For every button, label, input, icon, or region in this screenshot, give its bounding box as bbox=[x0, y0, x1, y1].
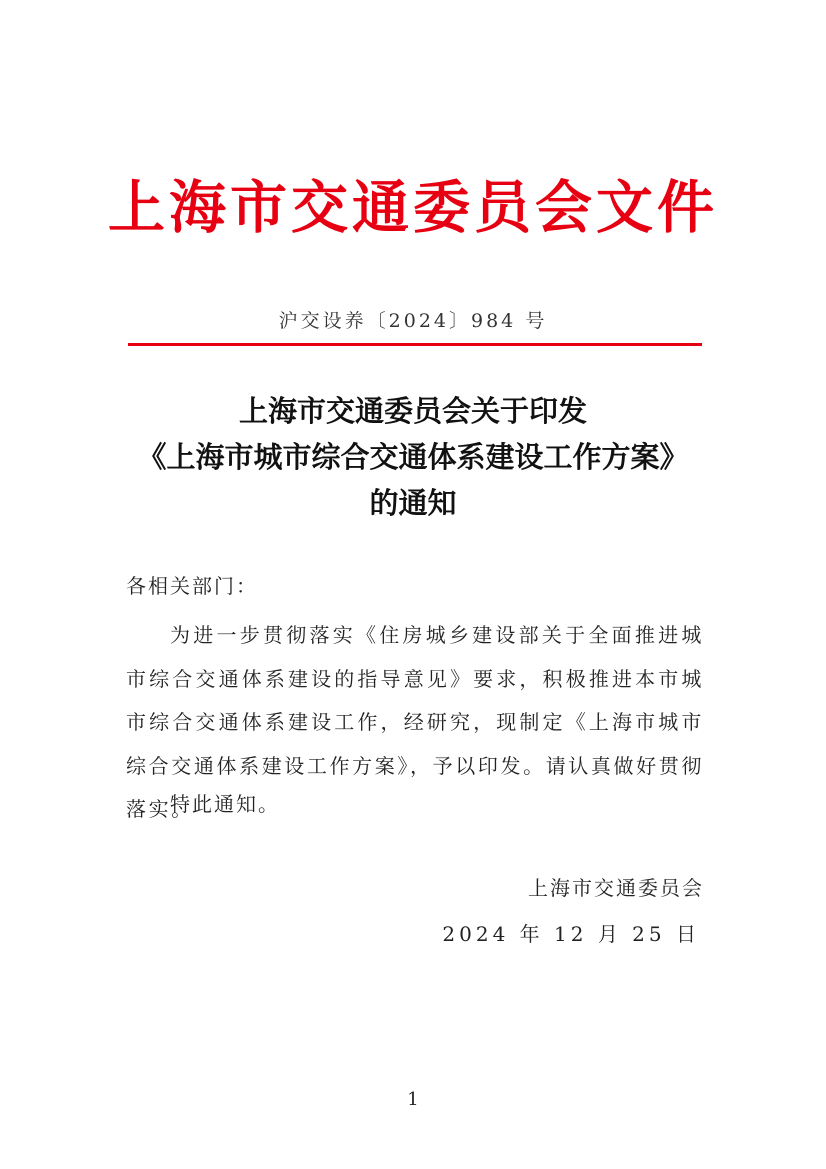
notice-title-line-1: 上海市交通委员会关于印发 bbox=[238, 394, 587, 428]
issuer-signature: 上海市交通委员会 bbox=[528, 876, 704, 900]
page-number: 1 bbox=[407, 1089, 419, 1110]
masthead-title: 上海市交通委员会文件 bbox=[108, 174, 718, 241]
document-number: 沪交设养〔2024〕984 号 bbox=[278, 310, 548, 332]
closing-line: 特此通知。 bbox=[170, 792, 280, 816]
red-divider-line bbox=[128, 343, 702, 346]
notice-title-line-3: 的通知 bbox=[369, 486, 457, 520]
issue-date: 2024 年 12 月 25 日 bbox=[442, 922, 700, 946]
notice-title bbox=[60, 388, 766, 526]
body-paragraph: 为进一步贯彻落实《住房城乡建设部关于全面推进城市综合交通体系建设的指导意见》要求，积极推进本市城市综合交通体系建设工作，经研究，现制定《上海市城市综合交通体系建设工作方案》，予以印发。请认真做好贯彻落实。 bbox=[126, 623, 704, 821]
salutation: 各相关部门： bbox=[126, 574, 258, 598]
notice-title-line-2: 《上海市城市综合交通体系建设工作方案》 bbox=[137, 440, 689, 474]
